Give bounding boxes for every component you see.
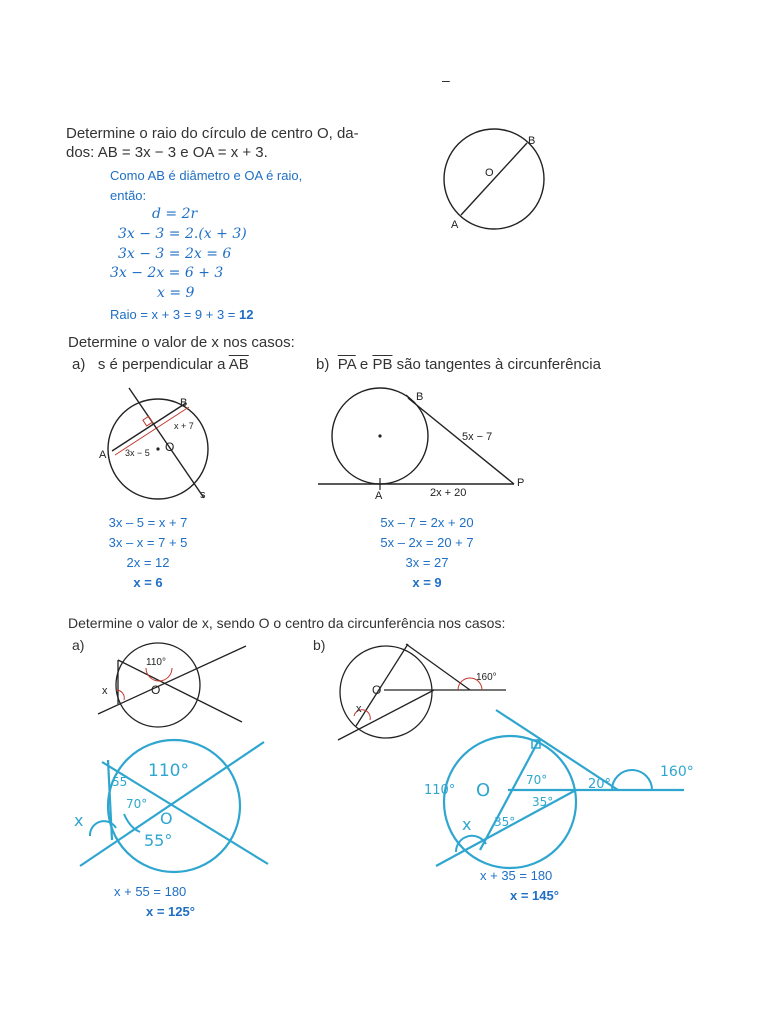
q3a-annotated-figure — [64, 736, 268, 870]
q2a-label: a) — [72, 356, 86, 373]
q3b-label: b) — [313, 637, 326, 653]
q3-prompt: Determine o valor de x, sendo O o centro da circunferência nos casos: — [68, 615, 506, 631]
q1-label-o: O — [485, 167, 494, 179]
q2b-step: 5x – 7 = 2x + 20 — [380, 515, 474, 530]
q2b-statement — [316, 355, 601, 374]
q3a-solution — [114, 882, 195, 922]
q3b-label-o: O — [372, 683, 382, 697]
q3b-solution — [480, 866, 559, 906]
q3a-secant-1 — [98, 646, 246, 714]
q2a-label-s: s — [200, 489, 206, 501]
q1-label-a: A — [451, 219, 459, 231]
q1-eq1: d = 2r — [152, 206, 198, 222]
q3b-annotated-figure — [424, 710, 694, 870]
q1-solution-intro — [110, 166, 302, 206]
q1-label-b: B — [528, 135, 536, 147]
q2b-step: 5x – 2x = 20 + 7 — [380, 535, 474, 550]
q2a-seg-label-1: x + 7 — [174, 421, 194, 431]
q3a-label-o: O — [151, 683, 161, 697]
q3b-annotated-label-o: O — [476, 780, 491, 801]
q1-solution-line2: então: — [110, 188, 147, 203]
q3b-annotated-70: 70° — [526, 773, 548, 787]
q3a-secant-2 — [118, 660, 242, 722]
q3b-annotated-160: 160° — [660, 764, 694, 780]
q3a-label-x: x — [102, 685, 108, 697]
q1-result — [110, 305, 253, 325]
q3b-circle — [340, 646, 432, 738]
q2a-step: 2x = 12 — [126, 555, 170, 570]
q2a-statement-text: s é perpendicular a — [97, 356, 229, 373]
q1-prompt-line2: dos: AB = 3x − 3 e OA = x + 3. — [66, 144, 268, 161]
q3b-annotated-110: 110° — [424, 783, 456, 798]
q3a-annotated-55-top: 55 — [112, 775, 128, 789]
q3b-chord — [356, 644, 408, 726]
q3a-annotated-label-o: O — [160, 809, 173, 828]
q2a-label-o: O — [165, 440, 175, 454]
q3a-angle-label: 110° — [146, 657, 166, 668]
q3a-angle-arc-110 — [146, 668, 172, 681]
q2b-seg-label-pb: 5x − 7 — [462, 431, 493, 443]
q2b-seg-label-pa: 2x + 20 — [430, 487, 467, 499]
q3b-annotated-20: 20° — [588, 777, 612, 792]
q2a-answer: x = 6 — [133, 575, 163, 590]
q3a-annotated-arrow — [124, 814, 140, 832]
q2b-connector: e — [355, 356, 373, 373]
q3a-annotated-70: 70° — [126, 797, 148, 811]
q3a-step: x + 55 = 180 — [114, 884, 187, 899]
q2a-figure — [96, 388, 226, 503]
q3b-annotated-label-x: x — [462, 815, 472, 834]
q2b-answer: x = 9 — [412, 575, 442, 590]
q3b-angle-label: 160° — [476, 672, 497, 683]
q2b-solution — [362, 513, 492, 593]
q2a-solution — [88, 513, 208, 593]
q2a-center-dot — [156, 447, 159, 450]
q1-prompt-line1: Determine o raio do círculo de centro O, da- — [66, 125, 359, 142]
q2b-label-p: P — [517, 477, 525, 489]
q3b-label-x: x — [356, 703, 362, 715]
q3a-label: a) — [72, 637, 85, 653]
q2b-label-b: B — [416, 391, 424, 403]
q3b-step: x + 35 = 180 — [480, 868, 553, 883]
q2a-label-a: A — [99, 449, 107, 461]
q3a-annotated-55: 55° — [144, 831, 173, 850]
q2b-label: b) — [316, 356, 330, 373]
q2b-center-dot — [378, 434, 381, 437]
q3b-annotated-35-b: 35° — [532, 795, 554, 809]
q2b-tangent-pb — [408, 398, 514, 484]
q3a-answer: x = 125° — [146, 904, 195, 919]
q3b-secant — [338, 690, 434, 740]
q2b-tick-b — [406, 395, 415, 403]
q3b-answer: x = 145° — [510, 888, 559, 903]
q2a-seg-label-2: 3x − 5 — [125, 448, 150, 458]
q1-diameter — [461, 143, 527, 215]
q2a-step: 3x – x = 7 + 5 — [108, 535, 188, 550]
q3a-annotated-110: 110° — [148, 761, 189, 781]
q2b-figure — [318, 386, 538, 506]
q2b-segment-pb: $\overline{PB}$ — [372, 356, 393, 373]
q3b-annotated-arc-160 — [612, 770, 652, 790]
q1-result-value: 12 — [239, 307, 254, 322]
q1-eq4: 3x − 2x = 6 + 3 — [110, 265, 224, 281]
q1-prompt — [66, 124, 386, 162]
page-mark: – — [442, 72, 450, 88]
q2a-label-b: B — [180, 397, 188, 409]
q1-solution-line1: Como AB é diâmetro e OA é raio, — [110, 168, 303, 183]
q2a-segment-ab: $\overline{AB}$ — [228, 356, 249, 373]
q2b-step: 3x = 27 — [405, 555, 449, 570]
q3b-annotated-35-a: 35° — [494, 815, 516, 829]
q1-result-prefix: Raio = x + 3 = 9 + 3 = — [110, 307, 240, 322]
q1-eq5: x = 9 — [157, 285, 195, 301]
q3b-annotated-arc-x — [456, 836, 486, 852]
q2a-step: 3x – 5 = x + 7 — [108, 515, 188, 530]
q2b-statement-text: são tangentes à circunferência — [392, 356, 601, 373]
q1-eq3: 3x − 3 = 2x = 6 — [118, 246, 232, 262]
q3a-figure — [96, 642, 256, 732]
q2b-segment-pa: $\overline{PA}$ — [337, 356, 356, 373]
q2a-statement — [72, 355, 249, 374]
q2b-label-a: A — [375, 490, 383, 502]
q2-prompt: Determine o valor de x nos casos: — [68, 334, 295, 351]
q1-circle-figure — [440, 128, 560, 238]
q3a-annotated-label-x: x — [74, 811, 84, 830]
q1-eq2: 3x − 3 = 2.(x + 3) — [118, 226, 247, 242]
